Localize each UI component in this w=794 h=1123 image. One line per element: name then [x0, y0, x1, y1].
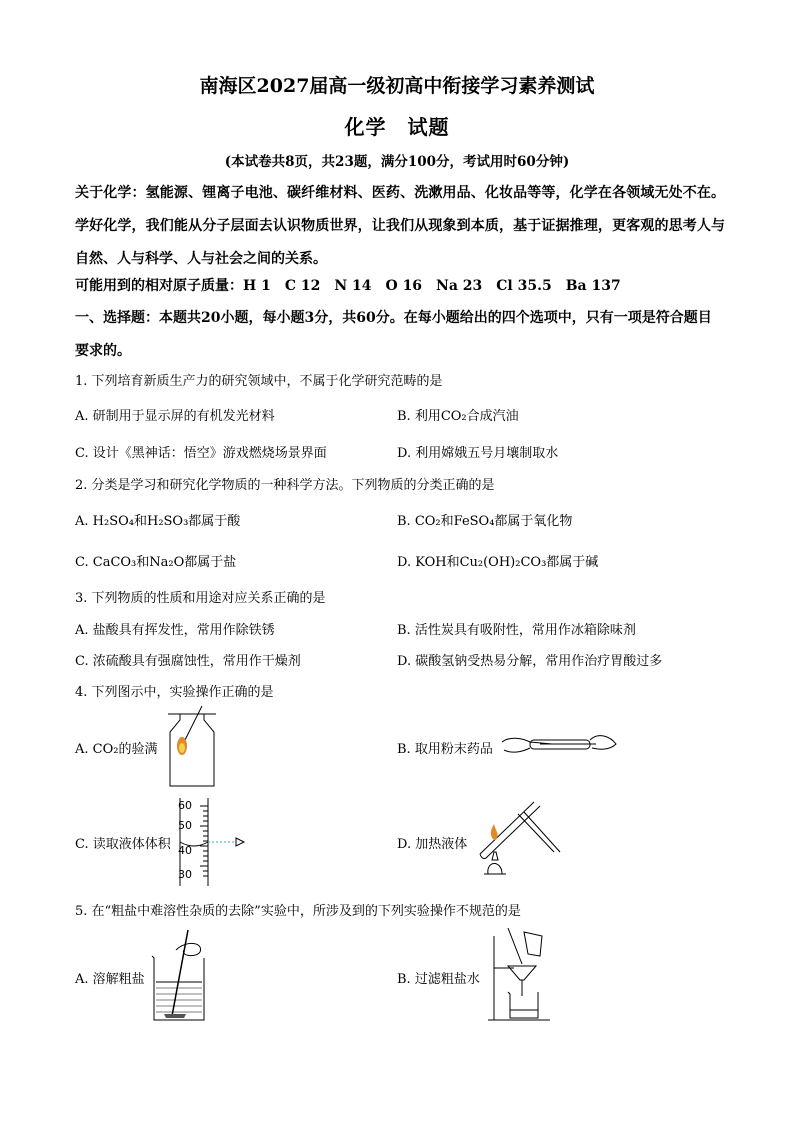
q4d-heating-liquid-figure: [478, 794, 568, 884]
q1-option-d: D. 利用嫦娥五号月壤制取水: [397, 446, 559, 461]
cylinder-tick-50: 50: [178, 819, 192, 832]
q5b-filtration-figure: [484, 926, 554, 1022]
intro-paragraph: 关于化学：氢能源、锂离子电池、碳纤维材料、医药、洗漱用品、化妆品等等，化学在各领域无处不在。学好化学，我们能从分子层面去认识物质世界，让我们从现象到本质，基于证据推理，更客观的思考人与自然、人与科学、人与社会之间的关系。: [75, 185, 725, 267]
q3-option-b: B. 活性炭具有吸附性，常用作冰箱除味剂: [397, 623, 636, 638]
q4-option-c: C. 读取液体体积: [75, 837, 171, 852]
q1-option-c: C. 设计《黑神话：悟空》游戏燃烧场景界面: [75, 446, 327, 461]
exam-note: (本试卷共8页，共23题，满分100分，考试用时60分钟): [224, 154, 570, 170]
q3-option-a: A. 盐酸具有挥发性，常用作除铁锈: [75, 623, 275, 638]
q4-option-d: D. 加热液体: [397, 837, 468, 852]
exam-subtitle: 化学 试题: [344, 115, 450, 139]
q5-option-b: B. 过滤粗盐水: [397, 972, 480, 987]
q2-option-b: B. CO₂和FeSO₄都属于氧化物: [397, 514, 573, 529]
q4c-graduated-cylinder-figure: [170, 798, 250, 886]
cylinder-tick-40: 40: [178, 844, 192, 857]
q5-option-a: A. 溶解粗盐: [75, 972, 145, 987]
q1-option-a: A. 研制用于显示屏的有机发光材料: [75, 409, 275, 424]
question-4-stem: 4. 下列图示中，实验操作正确的是: [75, 685, 274, 700]
section-heading: 一、选择题：本题共20小题，每小题3分，共60分。在每小题给出的四个选项中，只有一项是符合题目要求的。: [75, 310, 712, 359]
q3-option-c: C. 浓硫酸具有强腐蚀性，常用作干燥剂: [75, 654, 301, 669]
atomic-mass-line: 可能用到的相对原子质量：H 1 C 12 N 14 O 16 Na 23 Cl 35.5 Ba 137: [75, 278, 621, 294]
question-5-stem: 5. 在“粗盐中难溶性杂质的去除”实验中，所涉及到的下列实验操作不规范的是: [75, 904, 521, 919]
q4b-test-tube-spatula-figure: [500, 728, 618, 760]
question-2-stem: 2. 分类是学习和研究化学物质的一种科学方法。下列物质的分类正确的是: [75, 478, 495, 493]
q4a-gas-bottle-figure: [168, 706, 216, 788]
question-1-stem: 1. 下列培育新质生产力的研究领域中，不属于化学研究范畴的是: [75, 374, 443, 389]
q4-option-a: A. CO₂的验满: [75, 742, 158, 757]
q2-option-d: D. KOH和Cu₂(OH)₂CO₃都属于碱: [397, 555, 599, 570]
cylinder-tick-60: 60: [178, 799, 192, 812]
cylinder-tick-30: 30: [178, 868, 192, 881]
q2-option-a: A. H₂SO₄和H₂SO₃都属于酸: [75, 514, 241, 529]
q2-option-c: C. CaCO₃和Na₂O都属于盐: [75, 555, 237, 570]
question-3-stem: 3. 下列物质的性质和用途对应关系正确的是: [75, 591, 326, 606]
q5a-dissolving-beaker-figure: [150, 928, 210, 1024]
q3-option-d: D. 碳酸氢钠受热易分解，常用作治疗胃酸过多: [397, 654, 663, 669]
q1-option-b: B. 利用CO₂合成汽油: [397, 409, 519, 424]
q4-option-b: B. 取用粉末药品: [397, 742, 493, 757]
exam-title: 南海区2027届高一级初高中衔接学习素养测试: [199, 75, 595, 97]
